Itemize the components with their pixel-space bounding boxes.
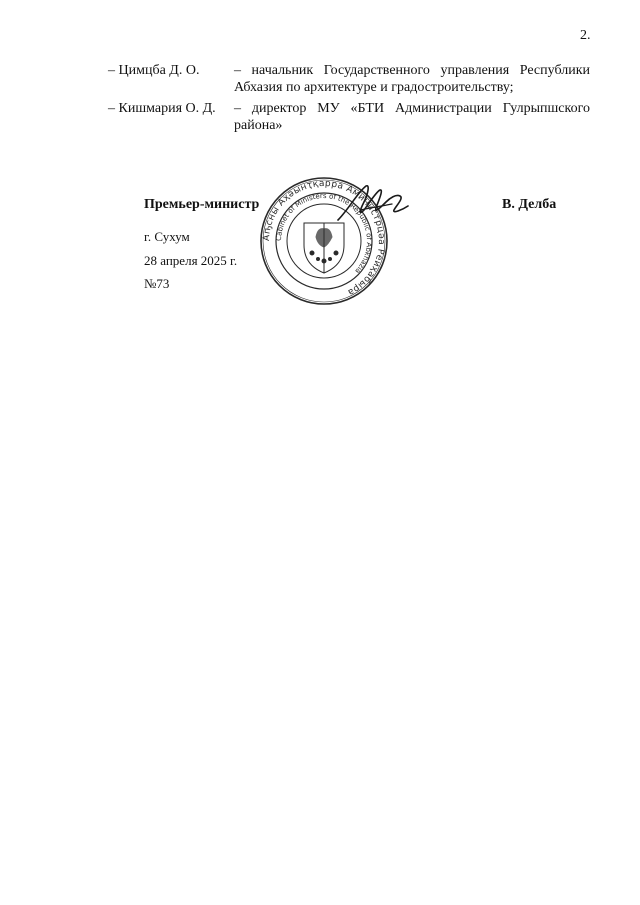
handwritten-signature — [330, 180, 420, 230]
document-date: 28 апреля 2025 г. — [144, 253, 238, 268]
signatory-name: В. Делба — [502, 197, 557, 212]
place-of-signing: г. Сухум — [144, 229, 190, 244]
signatory-title: Премьер-министр — [144, 197, 260, 212]
member-role: – начальник Государственного управления Республики Абхазия по архитектуре и градостроительству; — [234, 63, 590, 95]
page-number: 2. — [580, 28, 591, 43]
member-row — [108, 100, 590, 134]
seal-outer-text: Аҧсны Аҳәынҭқарра Аминистрцәа Реиҳабыра — [261, 178, 387, 298]
document-number: №73 — [144, 276, 170, 291]
seal-inner-text: Cabinet of Ministers of the Republic of Abkhazia — [274, 191, 374, 276]
member-name: – Кишмария О. Д. — [108, 101, 216, 116]
member-role: – директор МУ «БТИ Администрации Гулрыпшского района» — [234, 101, 590, 133]
member-name: – Цимцба Д. О. — [108, 63, 200, 78]
member-row — [108, 62, 590, 96]
members-list — [108, 62, 590, 138]
emblem-icon — [304, 223, 344, 273]
